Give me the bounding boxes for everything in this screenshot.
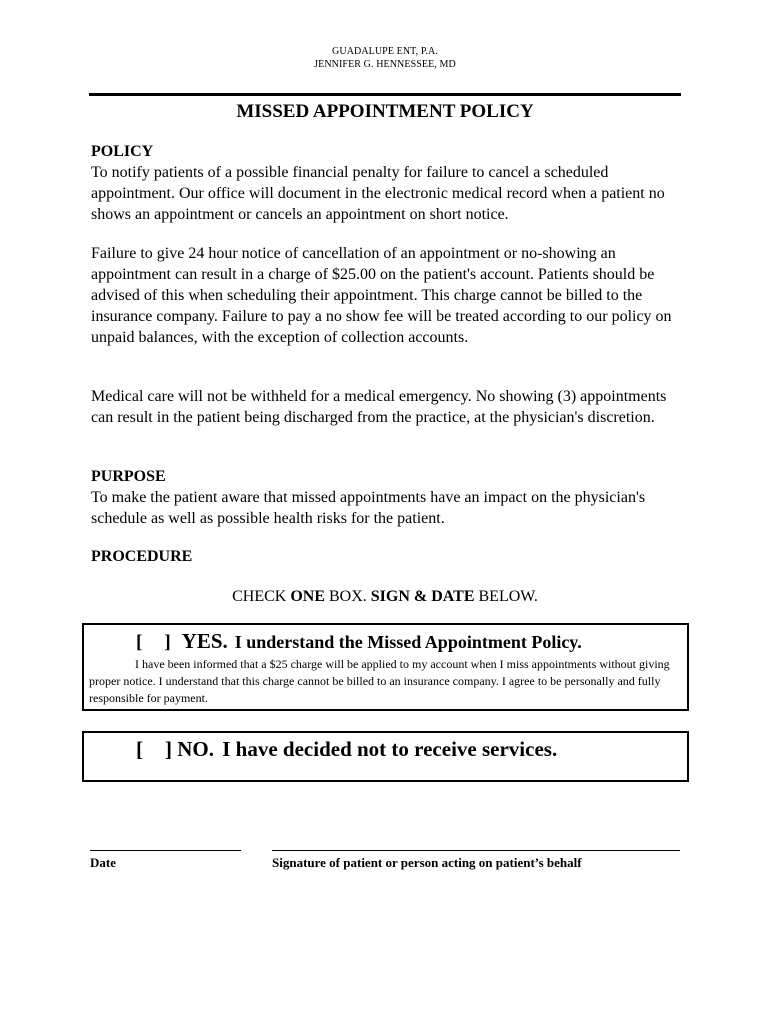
check-instruction	[0, 586, 770, 607]
physician-name: JENNIFER G. HENNESSEE, MD	[314, 59, 456, 70]
instruction-text-1: CHECK	[232, 588, 291, 605]
header-rule	[89, 93, 681, 96]
yes-option-line	[136, 629, 582, 654]
procedure-section	[91, 546, 691, 567]
yes-fine-print: I have been informed that a $25 charge will be applied to my account when I miss appointments without giving proper notice. I understand that this charge cannot be billed to an insurance company. I agree to be personally and fully responsible for payment.	[89, 657, 670, 705]
date-field[interactable]	[90, 850, 241, 851]
policy-section	[91, 141, 691, 225]
yes-bracket-close: ]	[164, 632, 171, 653]
policy-paragraph-3: Medical care will not be withheld for a medical emergency. No showing (3) appointments can result in the patient being discharged from the practice, at the physician's discretion.	[91, 388, 667, 426]
letterhead	[0, 45, 770, 71]
purpose-heading: PURPOSE	[91, 468, 166, 485]
signature-label: Signature of patient or person acting on patient’s behalf	[272, 855, 582, 870]
policy-heading: POLICY	[91, 143, 154, 160]
no-option-box	[82, 731, 689, 782]
yes-bracket-open: [	[136, 632, 143, 653]
procedure-heading: PROCEDURE	[91, 548, 193, 565]
no-bracket-close: ]	[165, 737, 172, 761]
no-keyword: NO.	[177, 737, 214, 761]
yes-option-box	[82, 623, 689, 711]
page-title: MISSED APPOINTMENT POLICY	[236, 101, 534, 122]
no-checkbox[interactable]	[136, 737, 172, 761]
purpose-section	[91, 466, 691, 529]
purpose-text: To make the patient aware that missed appointments have an impact on the physician's schedule as well as possible health risks for the patient.	[91, 489, 646, 527]
no-option-line	[136, 737, 557, 762]
instruction-one: ONE	[290, 588, 325, 605]
policy-paragraph-2: Failure to give 24 hour notice of cancellation of an appointment or no-showing an appointment can result in a charge of $25.00 on the patient's account. Patients should be advised of this when scheduling their appointment. This charge cannot be billed to the insurance company. Failure to pay a no show fee will be treated according to our policy on unpaid balances, with the exception of collection accounts.	[91, 245, 672, 346]
yes-keyword: YES.	[181, 629, 228, 653]
instruction-text-2: BOX.	[325, 588, 371, 605]
no-statement: I have decided not to receive services.	[222, 737, 558, 761]
yes-checkbox[interactable]	[136, 632, 171, 653]
practice-name: GUADALUPE ENT, P.A.	[332, 46, 438, 57]
instruction-sign-date: SIGN & DATE	[370, 588, 475, 605]
yes-statement: I understand the Missed Appointment Policy.	[234, 632, 582, 652]
signature-field[interactable]	[272, 850, 680, 851]
instruction-text-3: BELOW.	[474, 588, 538, 605]
policy-paragraph-1: To notify patients of a possible financial penalty for failure to cancel a scheduled appointment. Our office will document in the electronic medical record when a patient no shows an appointment or cancels an appointment on short notice.	[91, 164, 665, 223]
no-bracket-open: [	[136, 737, 143, 761]
date-label: Date	[90, 855, 116, 870]
